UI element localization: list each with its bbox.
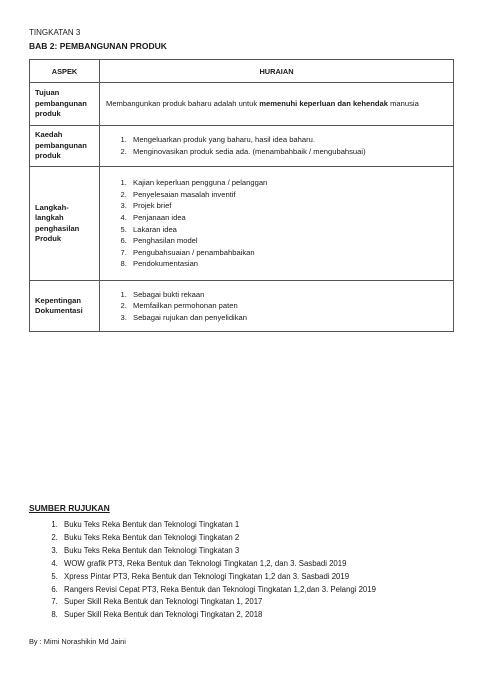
source-item: 6. Rangers Revisi Cepat PT3, Reka Bentuk dan Teknologi Tingkatan 1,2,dan 3. Pelangi 2019 xyxy=(60,584,480,597)
description-cell xyxy=(100,126,454,167)
source-item: 1. Buku Teks Reka Bentuk dan Teknologi Tingkatan 1 xyxy=(60,519,480,532)
list-item: 1. Mengeluarkan produk yang baharu, hasil idea baharu. xyxy=(129,134,447,146)
list-item: 5. Lakaran idea xyxy=(129,224,447,236)
aspect-cell: Kaedah pembangunan produk xyxy=(30,126,100,167)
table-row xyxy=(30,126,454,167)
sources-title: SUMBER RUJUKAN xyxy=(29,503,110,513)
list-item: 4. Penjanaan idea xyxy=(129,212,447,224)
table-header-row xyxy=(30,60,454,83)
source-item: 2. Buku Teks Reka Bentuk dan Teknologi Tingkatan 2 xyxy=(60,532,480,545)
list-item: 8. Pendokumentasian xyxy=(129,258,447,270)
description-cell xyxy=(100,167,454,281)
description-cell xyxy=(100,281,454,332)
list-item: 2. Memfailkan permohonan paten xyxy=(129,300,447,312)
column-header-description: HURAIAN xyxy=(100,60,454,83)
description-cell xyxy=(100,83,454,126)
source-item: 5. Xpress Pintar PT3, Reka Bentuk dan Teknologi Tingkatan 1,2 dan 3. Sasbadi 2019 xyxy=(60,571,480,584)
list-item: 3. Sebagai rujukan dan penyelidikan xyxy=(129,312,447,324)
steps-list xyxy=(106,177,447,270)
aspect-cell: Langkah-langkah penghasilan Produk xyxy=(30,167,100,281)
source-item: 3. Buku Teks Reka Bentuk dan Teknologi Tingkatan 3 xyxy=(60,545,480,558)
list-item: 3. Projek brief xyxy=(129,200,447,212)
description-emphasis: memenuhi keperluan dan kehendak xyxy=(259,98,388,108)
table-row xyxy=(30,281,454,332)
form-level-label: TINGKATAN 3 xyxy=(29,28,81,37)
documentation-list xyxy=(106,289,447,324)
product-development-table xyxy=(29,59,454,332)
list-item: 7. Pengubahsuaian / penambahbaikan xyxy=(129,247,447,259)
aspect-cell: Kepentingan Dokumentasi xyxy=(30,281,100,332)
chapter-title: BAB 2: PEMBANGUNAN PRODUK xyxy=(29,41,167,51)
list-item: 2. Menginovasikan produk sedia ada. (menambahbaik / mengubahsuai) xyxy=(129,146,447,158)
list-item: 1. Kajian keperluan pengguna / pelanggan xyxy=(129,177,447,189)
author-credit: By : Mimi Norashikin Md Jaini xyxy=(29,637,126,646)
source-item: 8. Super Skill Reka Bentuk dan Teknologi Tingkatan 2, 2018 xyxy=(60,609,480,622)
aspect-cell: Tujuan pembangunan produk xyxy=(30,83,100,126)
sources-list xyxy=(29,519,480,622)
column-header-aspect: ASPEK xyxy=(30,60,100,83)
table-row xyxy=(30,83,454,126)
description-text: Membangunkan produk baharu adalah untuk xyxy=(106,98,260,108)
list-item: 2. Penyelesaian masalah inventif xyxy=(129,189,447,201)
list-item: 1. Sebagai bukti rekaan xyxy=(129,289,447,301)
description-text-end: manusia xyxy=(387,98,419,108)
source-item: 7. Super Skill Reka Bentuk dan Teknologi Tingkatan 1, 2017 xyxy=(60,596,480,609)
list-item: 6. Penghasilan model xyxy=(129,235,447,247)
table-row xyxy=(30,167,454,281)
method-list xyxy=(106,134,447,157)
source-item: 4. WOW grafik PT3, Reka Bentuk dan Teknologi Tingkatan 1,2, dan 3. Sasbadi 2019 xyxy=(60,558,480,571)
